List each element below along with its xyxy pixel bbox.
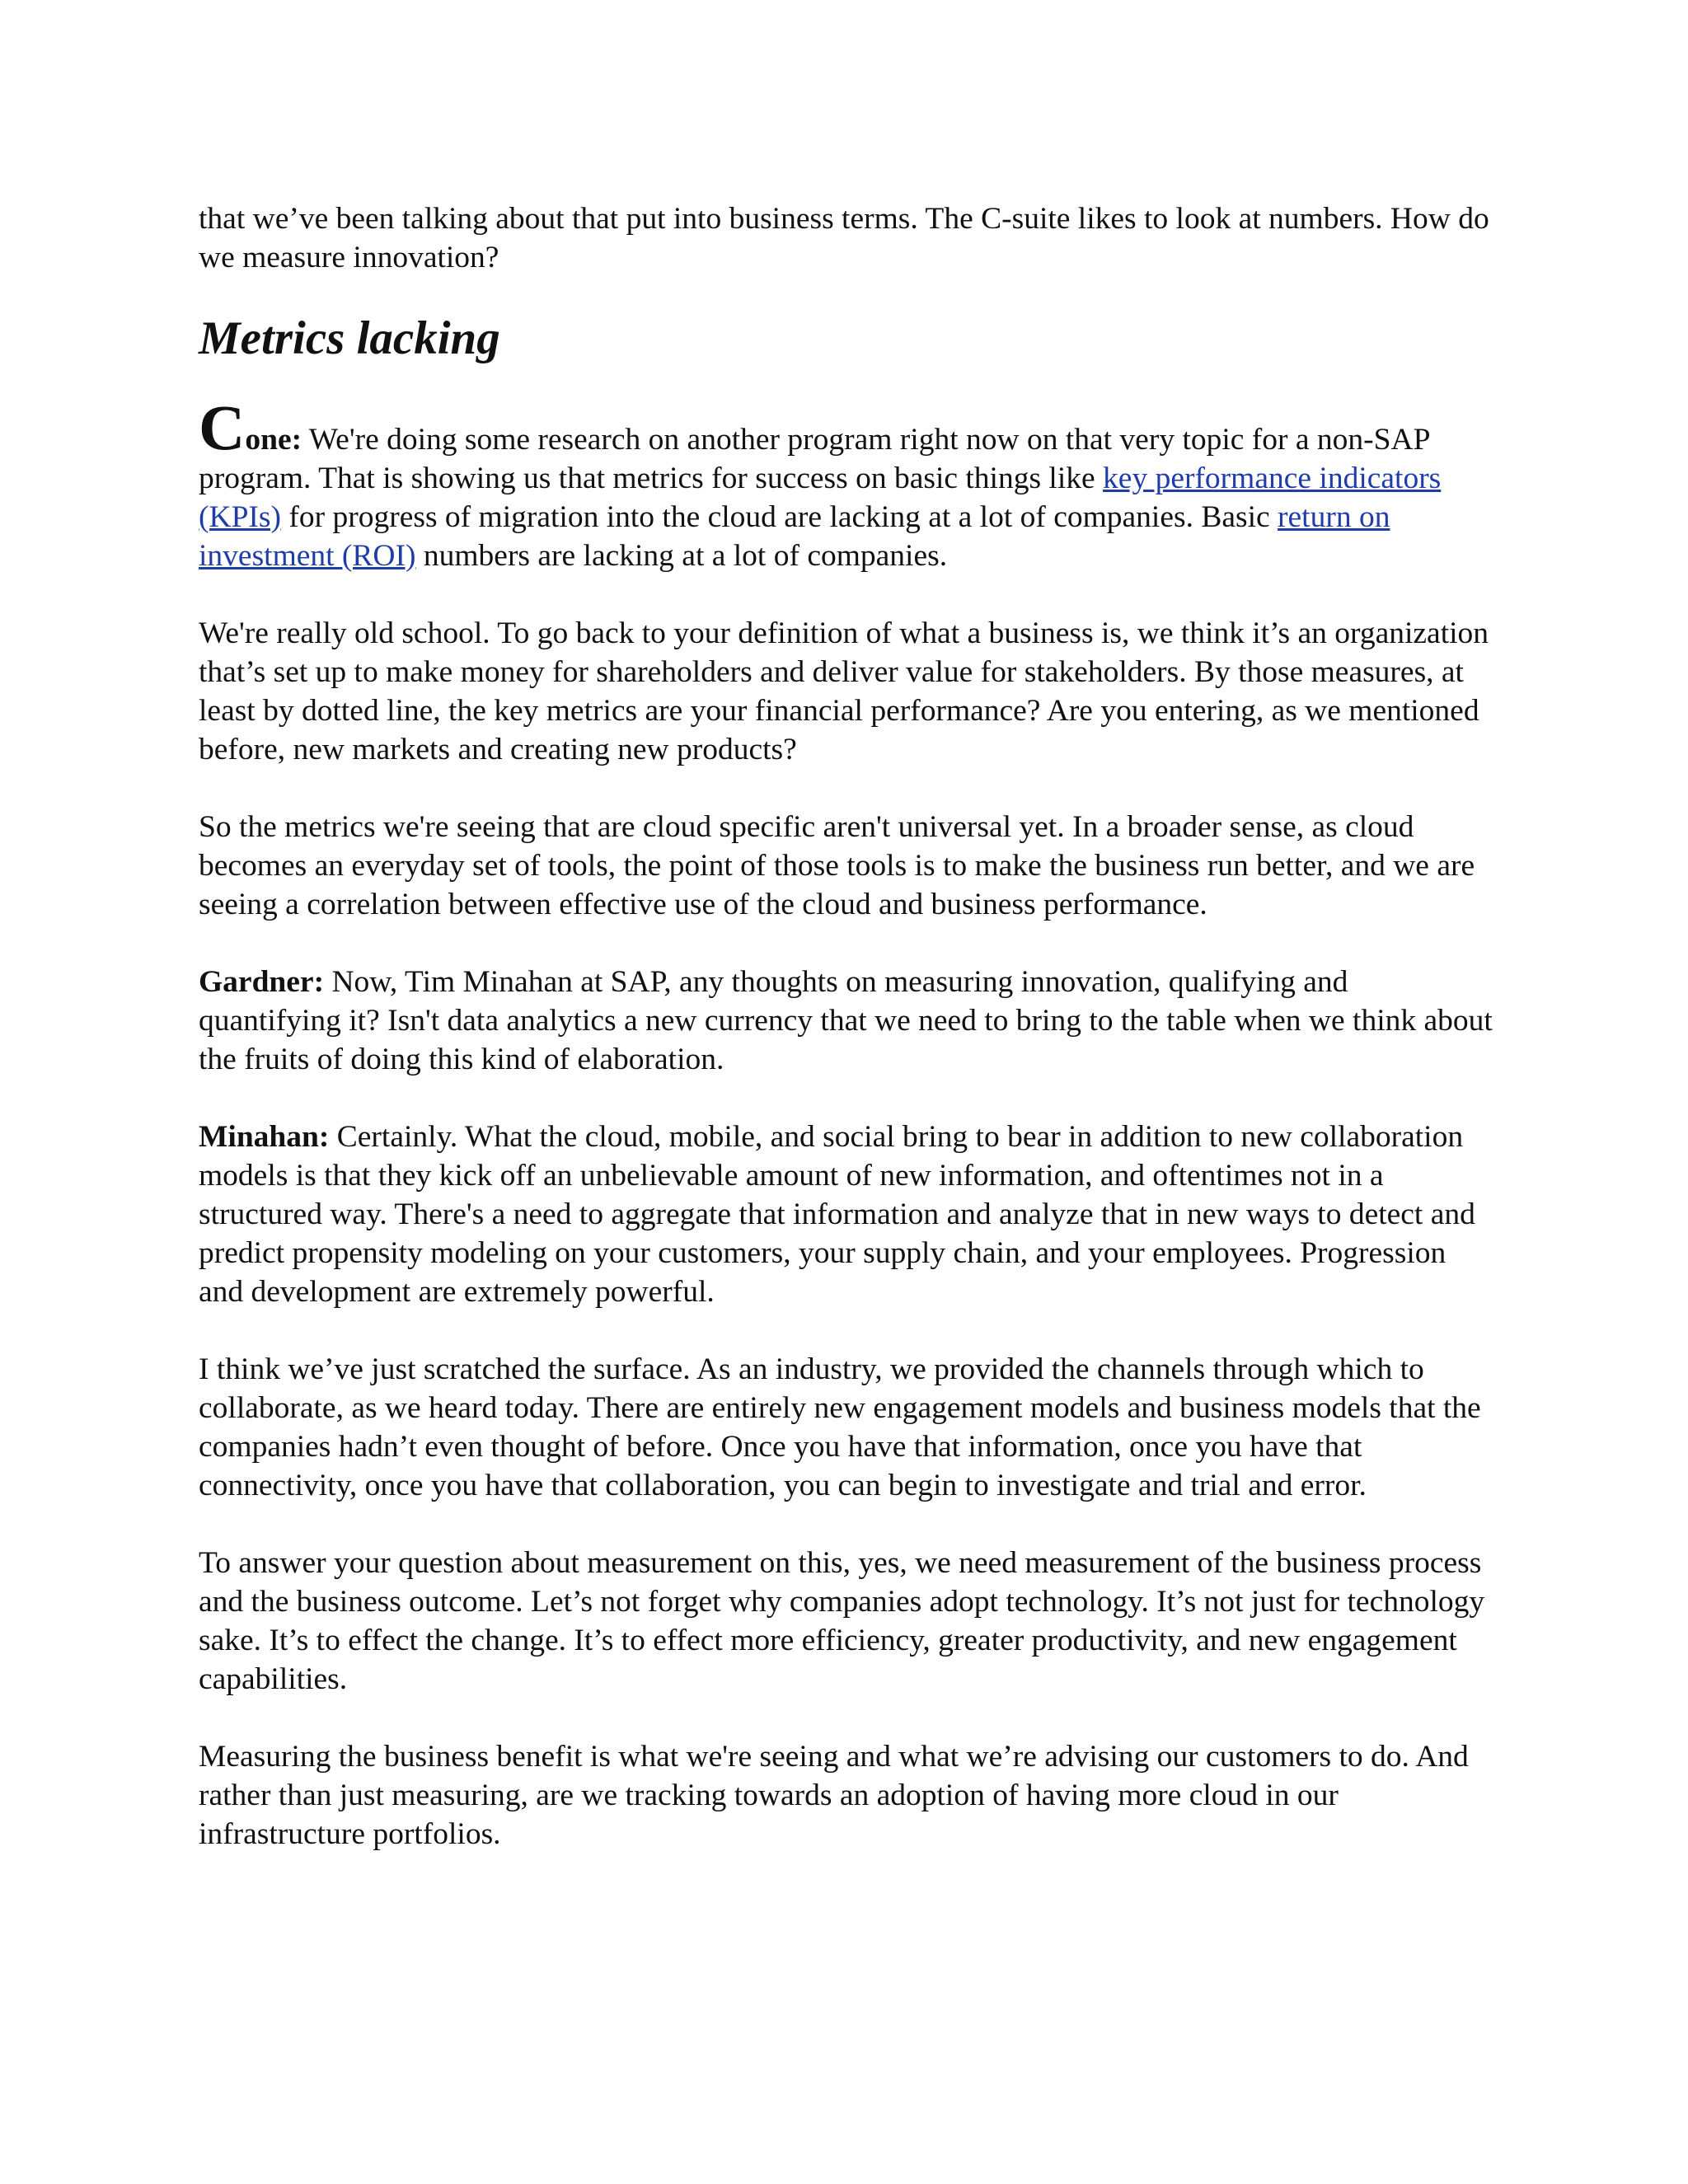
gardner-text: Now, Tim Minahan at SAP, any thoughts on measuring innovation, qualifying and quantifying it? Isn't data analytics a new currency that we need to bring to the table when we think about the fruits of doing this kind of elaboration. (199, 964, 1493, 1076)
cone-text-2: for progress of migration into the cloud are lacking at a lot of companies. Basic (281, 499, 1278, 534)
paragraph-measurement: To answer your question about measurement on this, yes, we need measurement of the business process and the business outcome. Let’s not forget why companies adopt technology. It’s not just for technology sake. It’s to effect the change. It’s to effect more efficiency, greater productivity, and new engagement capabilities. (199, 1545, 1485, 1696)
intro-paragraph: that we’ve been talking about that put into business terms. The C-suite likes to look at numbers. How do we measure innovation? (199, 202, 1489, 274)
paragraph-gardner (199, 963, 1493, 1079)
speaker-gardner: Gardner: (199, 964, 325, 999)
paragraph-business-benefit: Measuring the business benefit is what we're seeing and what we’re advising our customers to do. And rather than just measuring, are we tracking towards an adoption of having more cloud in our infrastructure portfolios. (199, 1739, 1469, 1851)
paragraph-minahan (199, 1118, 1493, 1311)
section-heading: Metrics lacking (199, 312, 500, 364)
paragraph-old-school: We're really old school. To go back to your definition of what a business is, we think it’s an organization that’s set up to make money for shareholders and deliver value for stakeholders. By those measures, at least by dotted line, the key metrics are your financial performance? Are you entering, as we mentioned before, new markets and creating new products? (199, 616, 1489, 766)
cone-text-3: numbers are lacking at a lot of companies. (415, 538, 948, 573)
roi-link[interactable]: return on investment (ROI) (199, 499, 1390, 573)
speaker-minahan: Minahan: (199, 1119, 330, 1154)
paragraph-cloud-metrics: So the metrics we're seeing that are cloud specific aren't universal yet. In a broader sense, as cloud becomes an everyday set of tools, the point of those tools is to make the business run better, and we are seeing a correlation between effective use of the cloud and business performance. (199, 809, 1475, 921)
document-page (199, 199, 1493, 1854)
kpi-link[interactable]: key performance indicators (KPIs) (199, 461, 1442, 534)
minahan-text: Certainly. What the cloud, mobile, and social bring to bear in addition to new collaboration models is that they kick off an unbelievable amount of new information, and oftentimes not in a structured way. There's a need to aggregate that information and analyze that in new ways to detect and predict propensity modeling on your customers, your supply chain, and your employees. Progression and development are extremely powerful. (199, 1119, 1475, 1309)
speaker-cone: one: (245, 422, 302, 457)
cone-text-1: We're doing some research on another program right now on that very topic for a non-SAP program. That is showing us that metrics for success on basic things like (199, 422, 1430, 495)
paragraph-scratched-surface: I think we’ve just scratched the surface. As an industry, we provided the channels through which to collaborate, as we heard today. There are entirely new engagement models and business models that the companies hadn’t even thought of before. Once you have that information, once you have that connectivity, once you have that collaboration, you can begin to investigate and trial and error. (199, 1352, 1481, 1502)
cone-paragraph (199, 391, 1493, 575)
drop-cap: C (199, 391, 246, 463)
